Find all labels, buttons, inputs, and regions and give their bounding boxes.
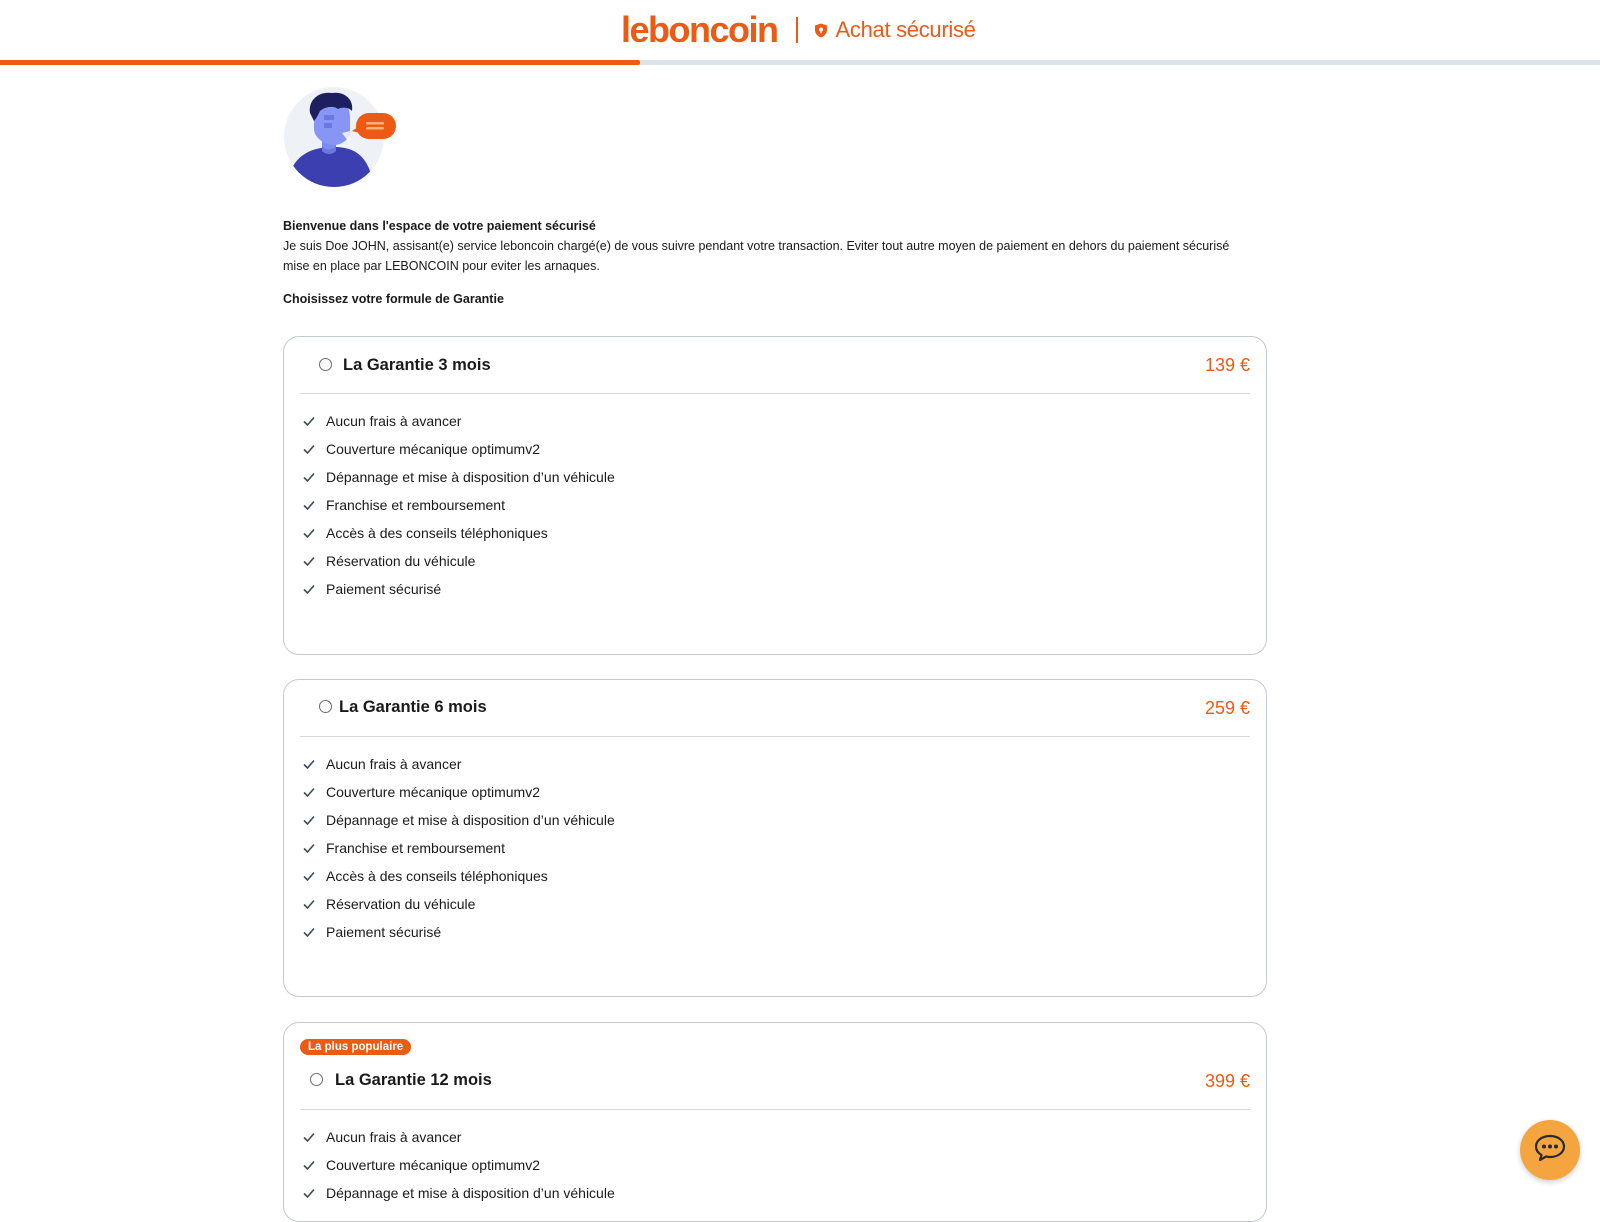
check-icon [302, 1186, 316, 1200]
check-icon [302, 813, 316, 827]
brand [621, 6, 976, 54]
check-icon [302, 925, 316, 939]
plan-radio-3-months[interactable] [319, 358, 332, 371]
feature-item [302, 1151, 1266, 1179]
check-icon [302, 1158, 316, 1172]
feature-label: Aucun frais à avancer [326, 1129, 462, 1145]
chat-button[interactable] [1520, 1120, 1580, 1180]
plan-price: 259 € [1204, 698, 1250, 718]
intro-body: Je suis Doe JOHN, assisant(e) service leboncoin chargé(e) de vous suivre pendant votre transaction. Eviter tout autre moyen de paiement en dehors du paiement sécurisé mise en place par LEBONCOIN pour eviter les arnaques. [283, 239, 1230, 273]
intro-title: Bienvenue dans l'espace de votre paiement sécurisé [283, 219, 596, 233]
plan-card-header [300, 1023, 1250, 1110]
brand-divider [796, 17, 798, 43]
plan-name: La Garantie 12 mois [335, 1071, 492, 1089]
feature-item [302, 547, 1266, 575]
feature-label: Couverture mécanique optimumv2 [326, 784, 540, 800]
feature-label: Franchise et remboursement [326, 497, 505, 513]
feature-item [302, 890, 1266, 918]
feature-label: Couverture mécanique optimumv2 [326, 441, 540, 457]
check-icon [302, 470, 316, 484]
check-icon [302, 1130, 316, 1144]
feature-label: Aucun frais à avancer [326, 756, 462, 772]
feature-list [284, 1110, 1266, 1207]
check-icon [302, 414, 316, 428]
plan-radio-12-months[interactable] [310, 1073, 323, 1086]
assistant-avatar [284, 85, 404, 189]
plan-card-header [300, 337, 1250, 394]
plan-card-6-months[interactable] [283, 679, 1267, 997]
feature-label: Paiement sécurisé [326, 924, 442, 940]
feature-item [302, 1179, 1266, 1207]
intro-text [283, 216, 1243, 276]
plan-name: La Garantie 6 mois [339, 698, 487, 716]
feature-label: Dépannage et mise à disposition d’un véhicule [326, 812, 615, 828]
feature-list [284, 394, 1266, 603]
choose-formula-heading: Choisissez votre formule de Garantie [283, 292, 504, 306]
feature-list [284, 737, 1266, 946]
plan-radio-6-months[interactable] [319, 700, 332, 713]
header [0, 0, 1600, 60]
feature-label: Dépannage et mise à disposition d’un véhicule [326, 1185, 615, 1201]
check-icon [302, 785, 316, 799]
feature-item [302, 918, 1266, 946]
feature-item [302, 463, 1266, 491]
feature-item [302, 862, 1266, 890]
secure-purchase-label: Achat sécurisé [835, 17, 976, 42]
feature-label: Accès à des conseils téléphoniques [326, 525, 548, 541]
feature-item [302, 575, 1266, 603]
feature-label: Couverture mécanique optimumv2 [326, 1157, 540, 1173]
feature-item [302, 1123, 1266, 1151]
popular-badge: La plus populaire [300, 1039, 411, 1055]
plan-card-header [300, 680, 1250, 737]
progress-bar [0, 60, 1600, 65]
check-icon [302, 554, 316, 568]
check-icon [302, 526, 316, 540]
plan-price: 399 € [1204, 1071, 1250, 1091]
feature-item [302, 519, 1266, 547]
check-icon [302, 757, 316, 771]
chat-bubble-icon [1533, 1133, 1567, 1168]
feature-label: Réservation du véhicule [326, 896, 476, 912]
feature-label: Aucun frais à avancer [326, 413, 462, 429]
feature-label: Réservation du véhicule [326, 553, 476, 569]
check-icon [302, 582, 316, 596]
check-icon [302, 869, 316, 883]
progress-bar-fill [0, 60, 640, 65]
feature-item [302, 491, 1266, 519]
feature-item [302, 806, 1266, 834]
check-icon [302, 841, 316, 855]
check-icon [302, 442, 316, 456]
feature-label: Paiement sécurisé [326, 581, 442, 597]
plan-card-12-months[interactable] [283, 1022, 1267, 1222]
plan-card-3-months[interactable] [283, 336, 1267, 655]
shield-icon [814, 23, 828, 38]
feature-label: Accès à des conseils téléphoniques [326, 868, 548, 884]
plan-price: 139 € [1204, 355, 1250, 375]
feature-item [302, 750, 1266, 778]
check-icon [302, 897, 316, 911]
leboncoin-logo[interactable]: leboncoin [621, 9, 778, 50]
feature-label: Dépannage et mise à disposition d’un véhicule [326, 469, 615, 485]
feature-item [302, 834, 1266, 862]
feature-label: Franchise et remboursement [326, 840, 505, 856]
feature-item [302, 778, 1266, 806]
feature-item [302, 407, 1266, 435]
check-icon [302, 498, 316, 512]
feature-item [302, 435, 1266, 463]
plan-name: La Garantie 3 mois [343, 356, 491, 374]
